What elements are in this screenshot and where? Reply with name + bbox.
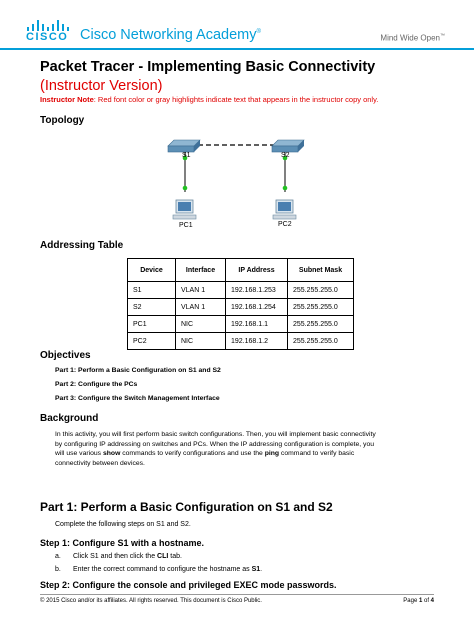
table-row xyxy=(128,282,354,299)
table-row xyxy=(128,299,354,316)
table-cell: 255.255.255.0 xyxy=(288,299,354,316)
table-row xyxy=(128,333,354,350)
table-cell: 192.168.1.2 xyxy=(226,333,288,350)
table-cell: 255.255.255.0 xyxy=(288,316,354,333)
label-pc1: PC1 xyxy=(179,222,193,229)
table-cell: VLAN 1 xyxy=(176,299,226,316)
footer-page-number: Page 1 of 4 xyxy=(403,598,434,604)
background-heading: Background xyxy=(40,413,99,424)
objective-item: Part 3: Configure the Switch Management Interface xyxy=(55,395,220,402)
col-subnet-mask: Subnet Mask xyxy=(288,259,354,282)
step2-heading: Step 2: Configure the console and privileged EXEC mode passwords. xyxy=(40,580,337,590)
table-cell: S2 xyxy=(128,299,176,316)
step1-heading: Step 1: Configure S1 with a hostname. xyxy=(40,538,205,548)
switch-s1-icon xyxy=(168,140,200,152)
footer-copyright: © 2015 Cisco and/or its affiliates. All rights reserved. This document is Cisco Public. xyxy=(40,598,262,604)
table-row xyxy=(128,316,354,333)
table-cell: 255.255.255.0 xyxy=(288,333,354,350)
objectives-heading: Objectives xyxy=(40,350,91,361)
topology-diagram xyxy=(150,130,330,235)
header-divider xyxy=(0,48,474,50)
table-cell: 255.255.255.0 xyxy=(288,282,354,299)
table-cell: NIC xyxy=(176,316,226,333)
pc1-icon xyxy=(173,200,196,219)
label-s2: S2 xyxy=(281,152,290,159)
label-pc2: PC2 xyxy=(278,221,292,228)
part1-intro: Complete the following steps on S1 and S2. xyxy=(55,521,191,528)
instructor-version-label: (Instructor Version) xyxy=(40,78,163,94)
table-cell: PC1 xyxy=(128,316,176,333)
label-s1: S1 xyxy=(182,152,191,159)
table-header-row xyxy=(128,259,354,282)
table-cell: 192.168.1.253 xyxy=(226,282,288,299)
table-cell: 192.168.1.1 xyxy=(226,316,288,333)
list-item-b: b. Enter the correct command to configure the hostname as S1. xyxy=(55,566,263,573)
objective-item: Part 2: Configure the PCs xyxy=(55,381,138,388)
topology-heading: Topology xyxy=(40,115,85,126)
objective-item: Part 1: Perform a Basic Configuration on S1 and S2 xyxy=(55,367,221,374)
table-cell: NIC xyxy=(176,333,226,350)
tagline: Mind Wide Open™ xyxy=(380,33,445,43)
pc2-icon xyxy=(273,200,296,219)
switch-s2-icon xyxy=(272,140,304,152)
cisco-logo-text: CISCO xyxy=(26,31,69,43)
col-interface: Interface xyxy=(176,259,226,282)
table-cell: 192.168.1.254 xyxy=(226,299,288,316)
table-cell: VLAN 1 xyxy=(176,282,226,299)
page-title: Packet Tracer - Implementing Basic Connectivity (Instructor Version) xyxy=(40,59,376,94)
part1-heading: Part 1: Perform a Basic Configuration on S1 and S2 xyxy=(40,500,333,514)
col-device: Device xyxy=(128,259,176,282)
list-item-a: a. Click S1 and then click the CLI tab. xyxy=(55,553,182,560)
academy-name: Cisco Networking Academy® xyxy=(80,27,261,43)
col-ip-address: IP Address xyxy=(226,259,288,282)
table-cell: S1 xyxy=(128,282,176,299)
page-header xyxy=(0,0,474,48)
instructor-note: Instructor Note: Red font color or gray highlights indicate text that appears in the instructor copy only. xyxy=(40,95,379,104)
addressing-heading: Addressing Table xyxy=(40,240,124,251)
footer-divider xyxy=(40,594,434,595)
addressing-table xyxy=(127,258,354,350)
table-cell: PC2 xyxy=(128,333,176,350)
background-paragraph: In this activity, you will first perform basic switch configurations. Then, you will implement basic connectivity by configuring IP addressing on switches and PCs. When the IP addressing configuration is complete, you will use various show commands to verify configurations and use the ping command to verify basic connectivity between devices. xyxy=(55,431,376,467)
